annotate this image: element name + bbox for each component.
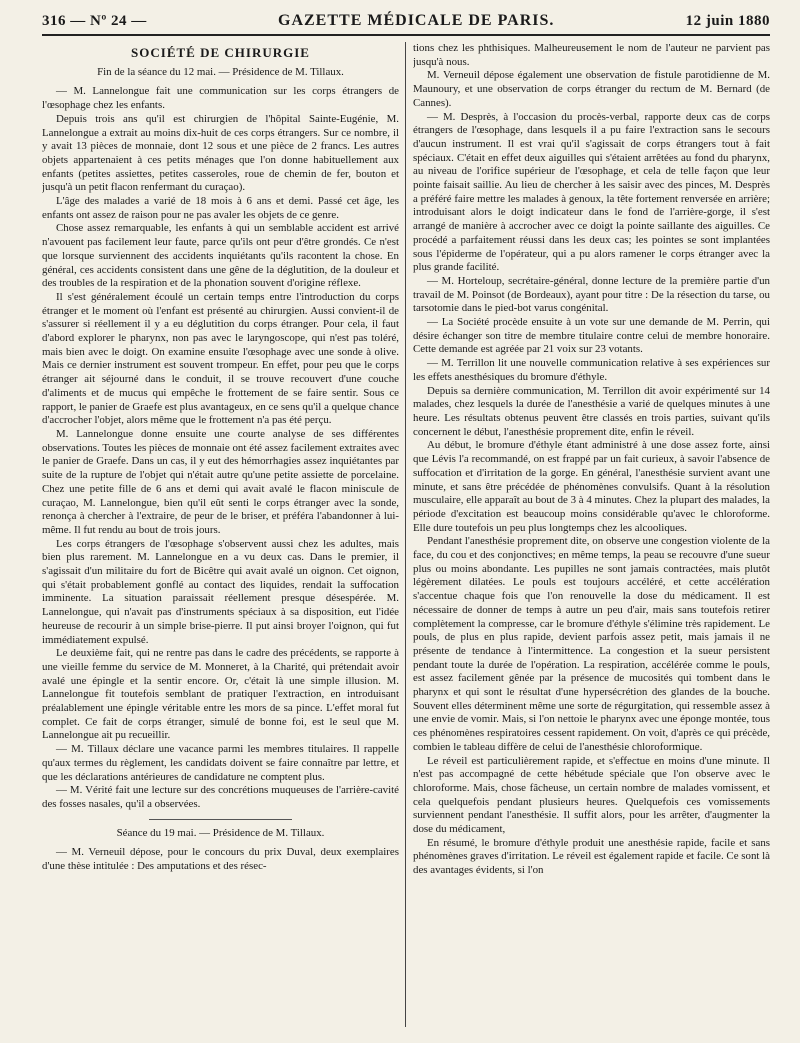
- paragraph: — M. Desprès, à l'occasion du procès-verbal, rapporte deux cas de corps étrangers de l'œsophage, dans lesquels il a pu faire l'extraction sans le secours d'aucun instrument. Il est vrai qu'il s'agissait de corps étrangers tout à fait spéciaux. C'était en effet deux aiguilles qui s'étaient arrêtées au fond du pharynx, au niveau de l'orifice supérieur de l'œsophage, et cela de telle façon que leur pointe faisait saillie. Au lieu de chercher à les saisir avec des pinces, M. Desprès a préféré faire mettre les malades à genoux, la tête fortement renversée en arrière; introduisant alors le doigt indicateur dans le fond de l'arrière-gorge, il s'est arrangé de manière à accrocher avec ce doigt la pointe saillante des aiguilles. Ce procédé a parfaitement réussi dans les deux cas; les pointes se sont implantées sous l'épiderme de l'opérateur, qui a pu alors ramener le corps étranger avec la plus grande facilité.: [413, 110, 770, 274]
- paragraph: Pendant l'anesthésie proprement dite, on observe une congestion violente de la face, du cou et des conjonctives; en même temps, la peau se recouvre d'une sueur plus ou moins abondante. Les pupilles ne sont jamais contractées, mais plutôt légèrement dilatées. Le pouls est toujours accéléré, et cette accélération s'accentue chaque fois que l'on renouvelle la dose du médicament. Il est nécessaire de donner de temps à autre un peu d'air, mais sans toutefois retirer complètement la compresse, car le bromure d'éthyle s'élimine très rapidement. Le pouls, de plus en plus rapide, devient parfois assez petit, mais jamais il ne présente de tendance à l'intermittence. La congestion et la sueur persistent pendant toute la durée de l'opération. La respiration, accélérée comme le pouls, est assez facilement gênée par la présence de mucosités qui tombent dans le pharynx et qui sont le résultat d'une hypersécrétion des glandes de la bouche. Souvent elles déterminent même une sorte de régurgitation, qui ressemble assez à une envie de vomir. Mais, si l'on nettoie le pharynx avec une éponge montée, tous ces phénomènes respiratoires cessent rapidement. On voit, d'après ce qui précède, combien le tableau diffère de celui de l'anesthésie chloroformique.: [413, 535, 770, 753]
- session-heading: Fin de la séance du 12 mai. — Présidence de M. Tillaux.: [97, 65, 344, 78]
- paragraph: Au début, le bromure d'éthyle étant administré à une dose assez forte, ainsi que Lévis l'a recommandé, on est frappé par un fait curieux, à savoir l'absence de suffocation et d'irritation de la gorge. En général, l'anesthésie survient avant une minute, et sans être précédée de phénomènes convulsifs. Quant à la résolution musculaire, elle apparaît au bout de 3 à 4 minutes. Chez la plupart des malades, la période d'excitation est beaucoup moins considérable qu'avec le chloroforme. Elle dure toutefois un peu plus longtemps chez les alcooliques.: [413, 439, 770, 534]
- right-column: [413, 42, 770, 1027]
- session-heading: Séance du 19 mai. — Présidence de M. Tillaux.: [116, 826, 325, 839]
- page-header: [42, 12, 770, 36]
- paragraph: — La Société procède ensuite à un vote sur une demande de M. Perrin, qui désire échanger son titre de membre titulaire contre celui de membre honoraire. Cette demande est agréée par 21 voix sur 23 votants.: [413, 316, 770, 356]
- paragraph: Chose assez remarquable, les enfants à qui un semblable accident est arrivé n'avouent pas facilement leur faute, parce qu'ils ont peur d'être grondés. Ce n'est que lorsque surviennent des accidents inquiétants qu'ils racontent la chose. En général, ces accidents consistent dans une gêne de la déglutition, de la douleur et des troubles de la respiration et de la phonation souvent d'origine réflexe.: [42, 222, 399, 290]
- paragraph: — M. Verneuil dépose, pour le concours du prix Duval, deux exemplaires d'une thèse intitulée : Des amputations et des résec-: [42, 846, 399, 873]
- paragraph: — M. Terrillon lit une nouvelle communication relative à ses expériences sur les effets anesthésiques du bromure d'éthyle.: [413, 357, 770, 383]
- issue-date: 12 juin 1880: [685, 13, 770, 29]
- paragraph: tions chez les phthisiques. Malheureusement le nom de l'auteur ne parvient pas jusqu'à nous.: [413, 42, 770, 68]
- paragraph: Depuis sa dernière communication, M. Terrillon dit avoir expérimenté sur 14 malades, chez lesquels la durée de l'anesthésie a varié de quelques minutes à une heure. Les résultats obtenus peuvent être classés en trois parties, suivant qu'ils concernent le début, l'anesthésie proprement dite, enfin le réveil.: [413, 384, 770, 438]
- section-divider: [149, 819, 292, 820]
- paragraph: M. Verneuil dépose également une observation de fistule parotidienne de M. Maunoury, et une observation de corps étranger du rectum de M. Bernard (de Cannes).: [413, 69, 770, 109]
- paragraph: Le deuxième fait, qui ne rentre pas dans le cadre des précédents, se rapporte à une vieille femme du service de M. Monneret, à la Charité, qui prétendait avoir avalé une épingle et la sentir encore. Or, c'était là une simple illusion. M. Lannelongue fit toutefois semblant de pratiquer l'extraction, en introduisant préalablement une épingle véritable entre les mors de sa pince. L'effet moral fut complet. Ce fait de corps étranger, simulé de bonne foi, est le seul que M. Lannelongue ait pu recueillir.: [42, 647, 399, 742]
- left-column: [42, 42, 399, 1027]
- article-columns: [42, 42, 770, 1027]
- paragraph: Le réveil est particulièrement rapide, et s'effectue en moins d'une minute. Il n'est pas accompagné de cette hébétude spéciale que l'on observe avec le chloroforme. Mais, chose fâcheuse, un certain nombre de malades vomissent, et cela quelquefois pendant plusieurs heures. Quelquefois ces vomissements surviennent pendant l'anesthésie. Il suffit alors, pour les arrêter, d'augmenter la dose du médicament,: [413, 754, 770, 836]
- paragraph: M. Lannelongue donne ensuite une courte analyse de ses différentes observations. Toutes les pièces de monnaie ont été assez facilement extraites avec le panier de Graefe. Dans un cas, il y eut des hémorrhagies assez inquiétantes par suite de la rupture de l'objet qui n'était autre qu'une petite assiette de porcelaine. Chez une petite fille de 6 ans et demi qui avait avalé le flacon miniscule de curaçao, M. Lannelongue, bien qu'il eût senti le corps étranger avec la sonde, renonça à chercher à l'extraire, de peur de le briser, et préféra l'abandonner à lui-même. Il fut rendu au bout de trois jours.: [42, 427, 399, 536]
- paragraph: — M. Horteloup, secrétaire-général, donne lecture de la première partie d'un travail de M. Poinsot (de Bordeaux), ayant pour titre : De la résection du tarse, ou tarsotomie dans le pied-bot varus congénital.: [413, 274, 770, 315]
- paragraph: L'âge des malades a varié de 18 mois à 6 ans et demi. Passé cet âge, les enfants ont assez de raison pour ne pas avaler les objets de ce genre.: [42, 195, 399, 221]
- paragraph: — M. Vérité fait une lecture sur des concrétions muqueuses de l'arrière-cavité des fosses nasales, qu'il a observées.: [42, 784, 399, 810]
- page-number: 316 — Nº 24 —: [42, 13, 147, 29]
- section-title: SOCIÉTÉ DE CHIRURGIE: [131, 45, 310, 60]
- paragraph: Il s'est généralement écoulé un certain temps entre l'introduction du corps étranger et le moment où l'enfant est présenté au chirurgien. Aussi convient-il de s'assurer si réellement il y a eu déglutition du corps étranger. Pour cela, il faut d'abord explorer le pharynx, non pas avec le laryngoscope, qui n'est pas toléré, mais bien avec le doigt. On examine ensuite l'œsophage avec une sonde à olive. Mais ce dernier instrument est souvent trompeur. En effet, pour peu que le corps étranger ait séjourné dans le conduit, il se trouve recouvert d'une couche d'aliments et de mucus qui empêche le frottement de se faire sentir. Sous ce rapport, le panier de Graefe est plus avantageux, en ce sens qu'il a quelque chance d'accrocher l'objet, alors même que le frottement n'a pas été perçu.: [42, 290, 399, 427]
- paragraph: Depuis trois ans qu'il est chirurgien de l'hôpital Sainte-Eugénie, M. Lannelongue a extrait au moins dix-huit de ces corps étrangers. Sur ce nombre, il y avait 13 pièces de monnaie, dont 12 sous et une pièce de 2 francs. Les autres objets appartenaient à ces petits ménages que l'on donne habituellement aux enfants (petites assiettes, petites casseroles, roue de chemin de fer, bouton et jusqu'à un petit flacon renfermant du curaçao).: [42, 112, 399, 194]
- paragraph: Les corps étrangers de l'œsophage s'observent aussi chez les adultes, mais bien plus rarement. M. Lannelongue en a vu deux cas. Dans le premier, il s'agissait d'un militaire du fort de Bicêtre qui avait avalé un oignon. Cet oignon, qui s'était probablement gonflé au contact des liquides, rendait la suffocation imminente. La situation paraissait réellement presque désespérée. M. Lannelongue, qui n'avait pas d'instruments spéciaux à sa disposition, eut l'idée heureuse de recourir à un simple brise-pierre. Il put ainsi broyer l'oignon, qui fut immédiatement expulsé.: [42, 537, 399, 646]
- paragraph: — M. Tillaux déclare une vacance parmi les membres titulaires. Il rappelle qu'aux termes du règlement, les candidats doivent se faire connaître par lettre, et que les déclarations antérieures de candidature ne comptent plus.: [42, 743, 399, 783]
- journal-title: GAZETTE MÉDICALE DE PARIS.: [278, 12, 555, 29]
- paragraph: En résumé, le bromure d'éthyle produit une anesthésie rapide, facile et sans phénomènes graves d'irritation. Le réveil est également rapide et facile. Ce sont là des avantages évidents, si l'on: [413, 836, 770, 877]
- paragraph: — M. Lannelongue fait une communication sur les corps étrangers de l'œsophage chez les enfants.: [42, 85, 399, 112]
